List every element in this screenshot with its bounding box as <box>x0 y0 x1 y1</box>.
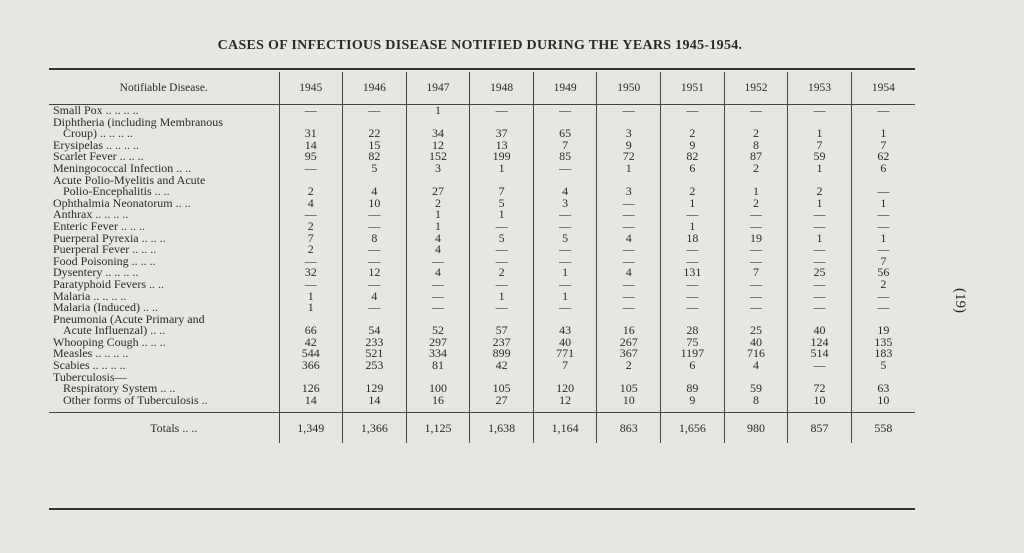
cell-value: — <box>788 221 852 233</box>
cell-value: — <box>343 209 407 221</box>
cell-value: 1 <box>279 302 343 314</box>
cell-value: 81 <box>406 360 470 372</box>
cell-value: 43 <box>533 325 597 337</box>
cell-value: 135 <box>874 334 893 349</box>
cell-value: — <box>877 242 890 257</box>
cell-value: — <box>724 105 788 117</box>
cell-value: 2 <box>724 128 788 140</box>
top-rule <box>49 68 915 70</box>
header-year: 1954 <box>851 72 915 105</box>
cell-value: 59 <box>788 151 852 163</box>
table-row <box>49 244 915 256</box>
cell-value: 521 <box>343 348 407 360</box>
cell-value: 10 <box>343 198 407 210</box>
table-row <box>49 360 915 372</box>
cell-value: 980 <box>724 413 788 444</box>
cell-value: 857 <box>788 413 852 444</box>
cell-value: 10 <box>877 392 890 407</box>
cell-value: — <box>343 256 407 268</box>
cell-value: 1 <box>788 233 852 245</box>
disease-name: Puerperal Fever .. .. .. <box>49 244 279 256</box>
cell-value: 7 <box>533 140 597 152</box>
cell-value: — <box>533 221 597 233</box>
cell-value: — <box>406 256 470 268</box>
cell-value: 131 <box>661 267 725 279</box>
cell-value: 40 <box>724 337 788 349</box>
cell-value: 1 <box>661 198 725 210</box>
cell-value: 4 <box>406 267 470 279</box>
cell-value: 5 <box>343 163 407 175</box>
table-row <box>49 267 915 279</box>
cell-value: 4 <box>343 186 407 198</box>
cell-value: — <box>661 302 725 314</box>
table-row <box>49 337 915 349</box>
cell-value: 6 <box>661 360 725 372</box>
table-row <box>49 128 915 140</box>
cell-value: 334 <box>406 348 470 360</box>
cell-value: 3 <box>533 198 597 210</box>
table-row <box>49 221 915 233</box>
cell-value: 367 <box>597 348 661 360</box>
cell-value: 56 <box>877 265 890 280</box>
cell-value: 8 <box>343 233 407 245</box>
disease-name: Polio-Encephalitis .. .. <box>49 186 279 198</box>
table-row <box>49 117 915 129</box>
cell-value: — <box>597 221 661 233</box>
cell-value: 716 <box>724 348 788 360</box>
cell-value: — <box>788 244 852 256</box>
cell-value: 544 <box>279 348 343 360</box>
bottom-rule <box>49 508 915 510</box>
cell-value: 1,656 <box>661 413 725 444</box>
cell-value: 2 <box>661 186 725 198</box>
cell-value: — <box>597 256 661 268</box>
cell-value: 7 <box>724 267 788 279</box>
disease-name: Erysipelas .. .. .. .. <box>49 140 279 152</box>
cell-value: 1 <box>724 186 788 198</box>
cell-value: 28 <box>661 325 725 337</box>
cell-value: — <box>597 198 661 210</box>
cell-value: 100 <box>406 383 470 395</box>
cell-value: — <box>597 209 661 221</box>
cell-value: — <box>724 244 788 256</box>
cell-value: — <box>343 244 407 256</box>
disease-name: Other forms of Tuberculosis .. <box>49 395 279 407</box>
table-row <box>49 209 915 221</box>
cell-value: — <box>877 184 890 199</box>
cell-value: — <box>533 244 597 256</box>
cell-value: 105 <box>470 383 534 395</box>
cell-value: 40 <box>788 325 852 337</box>
cell-value: 514 <box>788 348 852 360</box>
cell-value: 27 <box>470 395 534 407</box>
header-year: 1947 <box>406 72 470 105</box>
cell-value: 10 <box>788 395 852 407</box>
cell-value: — <box>533 302 597 314</box>
disease-name: Ophthalmia Neonatorum .. .. <box>49 198 279 210</box>
disease-name: Acute Influenzal) .. .. <box>49 325 279 337</box>
cell-value: 15 <box>343 140 407 152</box>
cell-value: — <box>343 221 407 233</box>
cell-value: 1,125 <box>406 413 470 444</box>
cell-value: 1 <box>788 128 852 140</box>
cell-value: 366 <box>279 360 343 372</box>
header-year: 1949 <box>533 72 597 105</box>
cell-value: 19 <box>724 233 788 245</box>
table-row <box>49 348 915 360</box>
cell-value: 13 <box>470 140 534 152</box>
cell-value: — <box>406 302 470 314</box>
cell-value: 7 <box>279 233 343 245</box>
cell-value: — <box>724 302 788 314</box>
cell-value: 72 <box>788 383 852 395</box>
cell-value: 37 <box>470 128 534 140</box>
cell-value: 63 <box>877 381 890 396</box>
cell-value: 7 <box>533 360 597 372</box>
cell-value: — <box>661 279 725 291</box>
cell-value: 124 <box>788 337 852 349</box>
cell-value: — <box>724 221 788 233</box>
cell-value: 1 <box>406 209 470 221</box>
cell-value: 82 <box>343 151 407 163</box>
header-year: 1945 <box>279 72 343 105</box>
cell-value: 183 <box>874 346 893 361</box>
cell-value: 1 <box>533 267 597 279</box>
cell-value: 66 <box>279 325 343 337</box>
cell-value: 120 <box>533 383 597 395</box>
cell-value: 129 <box>343 383 407 395</box>
cell-value: 1 <box>406 221 470 233</box>
cell-value: 7 <box>470 186 534 198</box>
cell-value: 42 <box>470 360 534 372</box>
cell-value: — <box>661 105 725 117</box>
cell-value: 297 <box>406 337 470 349</box>
cell-value: 31 <box>279 128 343 140</box>
cell-value: 2 <box>880 276 887 291</box>
table-row <box>49 279 915 291</box>
cell-value: 87 <box>724 151 788 163</box>
cell-value: 1 <box>470 209 534 221</box>
cell-value: — <box>597 302 661 314</box>
cell-value: 4 <box>279 198 343 210</box>
cell-value: 54 <box>343 325 407 337</box>
cell-value: — <box>343 105 407 117</box>
disease-name: Meningococcal Infection .. .. <box>49 163 279 175</box>
cell-value: 1 <box>533 291 597 303</box>
cell-value: 75 <box>661 337 725 349</box>
cell-value: 253 <box>343 360 407 372</box>
header-year: 1948 <box>470 72 534 105</box>
disease-name: Food Poisoning .. .. .. <box>49 256 279 268</box>
cell-value: 14 <box>279 140 343 152</box>
cell-value: 5 <box>470 233 534 245</box>
cell-value: 1 <box>470 291 534 303</box>
cell-value: — <box>470 256 534 268</box>
cell-value: 899 <box>470 348 534 360</box>
cell-value: 1 <box>788 163 852 175</box>
cell-value: 2 <box>470 267 534 279</box>
cell-value: 2 <box>724 163 788 175</box>
disease-name: Anthrax .. .. .. .. <box>49 209 279 221</box>
cell-value: 14 <box>279 395 343 407</box>
cell-value: — <box>877 207 890 222</box>
cell-value: — <box>788 291 852 303</box>
cell-value: 4 <box>533 186 597 198</box>
cell-value: — <box>877 300 890 315</box>
cell-value: 1 <box>880 230 887 245</box>
cell-value: 233 <box>343 337 407 349</box>
cell-value: — <box>470 244 534 256</box>
cell-value: — <box>661 209 725 221</box>
cell-value: 4 <box>406 233 470 245</box>
cell-value: 65 <box>533 128 597 140</box>
disease-name: Scarlet Fever .. .. .. <box>49 151 279 163</box>
cell-value: 2 <box>661 128 725 140</box>
cell-value: — <box>877 218 890 233</box>
cell-value: — <box>788 302 852 314</box>
cell-value: 95 <box>279 151 343 163</box>
cell-value: — <box>279 256 343 268</box>
table-row <box>49 198 915 210</box>
cell-value: 1,164 <box>533 413 597 444</box>
cell-value: 7 <box>880 253 887 268</box>
disease-name: Croup) .. .. .. .. <box>49 128 279 140</box>
cell-value: 5 <box>880 358 887 373</box>
disease-name: Diphtheria (including Membranous <box>49 117 279 129</box>
cell-value: 59 <box>724 383 788 395</box>
cell-value: 22 <box>343 128 407 140</box>
cell-value: — <box>788 105 852 117</box>
cell-value: 2 <box>597 360 661 372</box>
cell-value: — <box>788 360 852 372</box>
table-row <box>49 175 915 187</box>
cell-value: 16 <box>406 395 470 407</box>
header-year: 1951 <box>661 72 725 105</box>
cell-value: 237 <box>470 337 534 349</box>
cell-value: 1 <box>279 291 343 303</box>
cell-value: — <box>597 244 661 256</box>
cell-value: 1197 <box>661 348 725 360</box>
cell-value: 1 <box>661 221 725 233</box>
cell-value: 771 <box>533 348 597 360</box>
disease-name: Enteric Fever .. .. .. <box>49 221 279 233</box>
cell-value: 4 <box>597 233 661 245</box>
cell-value: 199 <box>470 151 534 163</box>
cell-value: 8 <box>724 140 788 152</box>
cell-value: — <box>533 209 597 221</box>
disease-name: Acute Polio-Myelitis and Acute <box>49 175 279 187</box>
cell-value: — <box>724 291 788 303</box>
cell-value: — <box>533 256 597 268</box>
cell-value: 89 <box>661 383 725 395</box>
cell-value: — <box>788 279 852 291</box>
cell-value: 1,366 <box>343 413 407 444</box>
cell-value: 6 <box>661 163 725 175</box>
cell-value: 4 <box>724 360 788 372</box>
cell-value: 19 <box>877 323 890 338</box>
cell-value: 1 <box>470 163 534 175</box>
cell-value: 52 <box>406 325 470 337</box>
cell-value: — <box>470 302 534 314</box>
table-title: CASES OF INFECTIOUS DISEASE NOTIFIED DURING THE YEARS 1945-1954. <box>217 38 743 53</box>
cell-value: 18 <box>661 233 725 245</box>
cell-value: — <box>533 105 597 117</box>
cell-value: 7 <box>880 137 887 152</box>
disease-name: Measles .. .. .. .. <box>49 348 279 360</box>
cell-value: 16 <box>597 325 661 337</box>
cell-value: — <box>279 209 343 221</box>
cell-value: 2 <box>724 198 788 210</box>
page-number: (19) <box>952 288 968 313</box>
cell-value: — <box>279 279 343 291</box>
disease-name: Tuberculosis— <box>49 372 279 384</box>
cell-value: — <box>406 291 470 303</box>
cell-value: 1 <box>788 198 852 210</box>
cell-value: 72 <box>597 151 661 163</box>
cell-value: — <box>343 302 407 314</box>
cell-value: 1 <box>880 195 887 210</box>
cell-value: 12 <box>406 140 470 152</box>
table-row <box>49 413 915 444</box>
cell-value: 12 <box>533 395 597 407</box>
disease-name: Totals .. .. <box>49 413 279 444</box>
cell-value: — <box>661 256 725 268</box>
cell-value: 8 <box>724 395 788 407</box>
disease-name: Puerperal Pyrexia .. .. .. <box>49 233 279 245</box>
cell-value: 152 <box>406 151 470 163</box>
cell-value: 32 <box>279 267 343 279</box>
header-row <box>49 72 915 105</box>
table-row <box>49 314 915 326</box>
cell-value: 4 <box>343 291 407 303</box>
cell-value: 3 <box>597 128 661 140</box>
cell-value: 14 <box>343 395 407 407</box>
cell-value: 558 <box>851 413 915 444</box>
cell-value: 42 <box>279 337 343 349</box>
cell-value: 5 <box>533 233 597 245</box>
cell-value: 1 <box>597 163 661 175</box>
cell-value: 7 <box>788 140 852 152</box>
cell-value: 40 <box>533 337 597 349</box>
cell-value: 27 <box>406 186 470 198</box>
cell-value: 2 <box>279 186 343 198</box>
cell-value: 2 <box>279 221 343 233</box>
cell-value: — <box>597 105 661 117</box>
header-year: 1953 <box>788 72 852 105</box>
cell-value: 1 <box>880 126 887 141</box>
cell-value: — <box>470 221 534 233</box>
cell-value: 25 <box>788 267 852 279</box>
disease-name: Scabies .. .. .. .. <box>49 360 279 372</box>
cell-value: 863 <box>597 413 661 444</box>
cell-value: 10 <box>597 395 661 407</box>
cell-value: — <box>724 209 788 221</box>
table-body <box>49 105 915 444</box>
cell-value: 9 <box>597 140 661 152</box>
cell-value: — <box>470 105 534 117</box>
cell-value: — <box>788 256 852 268</box>
cell-value: — <box>279 163 343 175</box>
cell-value: — <box>533 163 597 175</box>
cell-value: — <box>470 279 534 291</box>
cell-value: — <box>533 279 597 291</box>
cell-value: — <box>279 105 343 117</box>
disease-name: Malaria .. .. .. .. <box>49 291 279 303</box>
disease-name: Whooping Cough .. .. .. <box>49 337 279 349</box>
header-year: 1950 <box>597 72 661 105</box>
cell-value: 4 <box>406 244 470 256</box>
disease-name: Respiratory System .. .. <box>49 383 279 395</box>
table-row <box>49 256 915 268</box>
cell-value: — <box>724 256 788 268</box>
cell-value: — <box>661 244 725 256</box>
cell-value: 9 <box>661 140 725 152</box>
cell-value: 82 <box>661 151 725 163</box>
cell-value: 267 <box>597 337 661 349</box>
table-row <box>49 140 915 152</box>
cell-value: 4 <box>597 267 661 279</box>
table-row <box>49 325 915 337</box>
disease-table <box>49 72 915 443</box>
cell-value: 57 <box>470 325 534 337</box>
table-row <box>49 372 915 384</box>
cell-value: — <box>406 279 470 291</box>
cell-value: 5 <box>470 198 534 210</box>
cell-value: 12 <box>343 267 407 279</box>
cell-value: — <box>724 279 788 291</box>
cell-value: 85 <box>533 151 597 163</box>
header-year: 1946 <box>343 72 407 105</box>
cell-value: 3 <box>597 186 661 198</box>
cell-value: 126 <box>279 383 343 395</box>
cell-value: 3 <box>406 163 470 175</box>
cell-value: 6 <box>880 160 887 175</box>
cell-value: 34 <box>406 128 470 140</box>
cell-value: 2 <box>788 186 852 198</box>
cell-value: — <box>597 291 661 303</box>
disease-name: Paratyphoid Fevers .. .. <box>49 279 279 291</box>
cell-value: 1 <box>406 105 470 117</box>
header-disease: Notifiable Disease. <box>49 72 279 105</box>
cell-value: 1,638 <box>470 413 534 444</box>
disease-name: Dysentery .. .. .. .. <box>49 267 279 279</box>
cell-value: 9 <box>661 395 725 407</box>
cell-value: — <box>343 279 407 291</box>
cell-value: 2 <box>406 198 470 210</box>
cell-value: 62 <box>877 149 890 164</box>
disease-name: Malaria (Induced) .. .. <box>49 302 279 314</box>
header-year: 1952 <box>724 72 788 105</box>
table-row <box>49 395 915 407</box>
cell-value: 25 <box>724 325 788 337</box>
cell-value: — <box>788 209 852 221</box>
disease-name: Pneumonia (Acute Primary and <box>49 314 279 326</box>
cell-value: — <box>877 288 890 303</box>
cell-value: — <box>661 291 725 303</box>
cell-value: — <box>877 103 890 117</box>
cell-value: 105 <box>597 383 661 395</box>
cell-value: 2 <box>279 244 343 256</box>
table-row <box>49 291 915 303</box>
cell-value: 1,349 <box>279 413 343 444</box>
disease-name: Small Pox .. .. .. .. <box>49 105 279 117</box>
cell-value: — <box>597 279 661 291</box>
table-row <box>49 233 915 245</box>
